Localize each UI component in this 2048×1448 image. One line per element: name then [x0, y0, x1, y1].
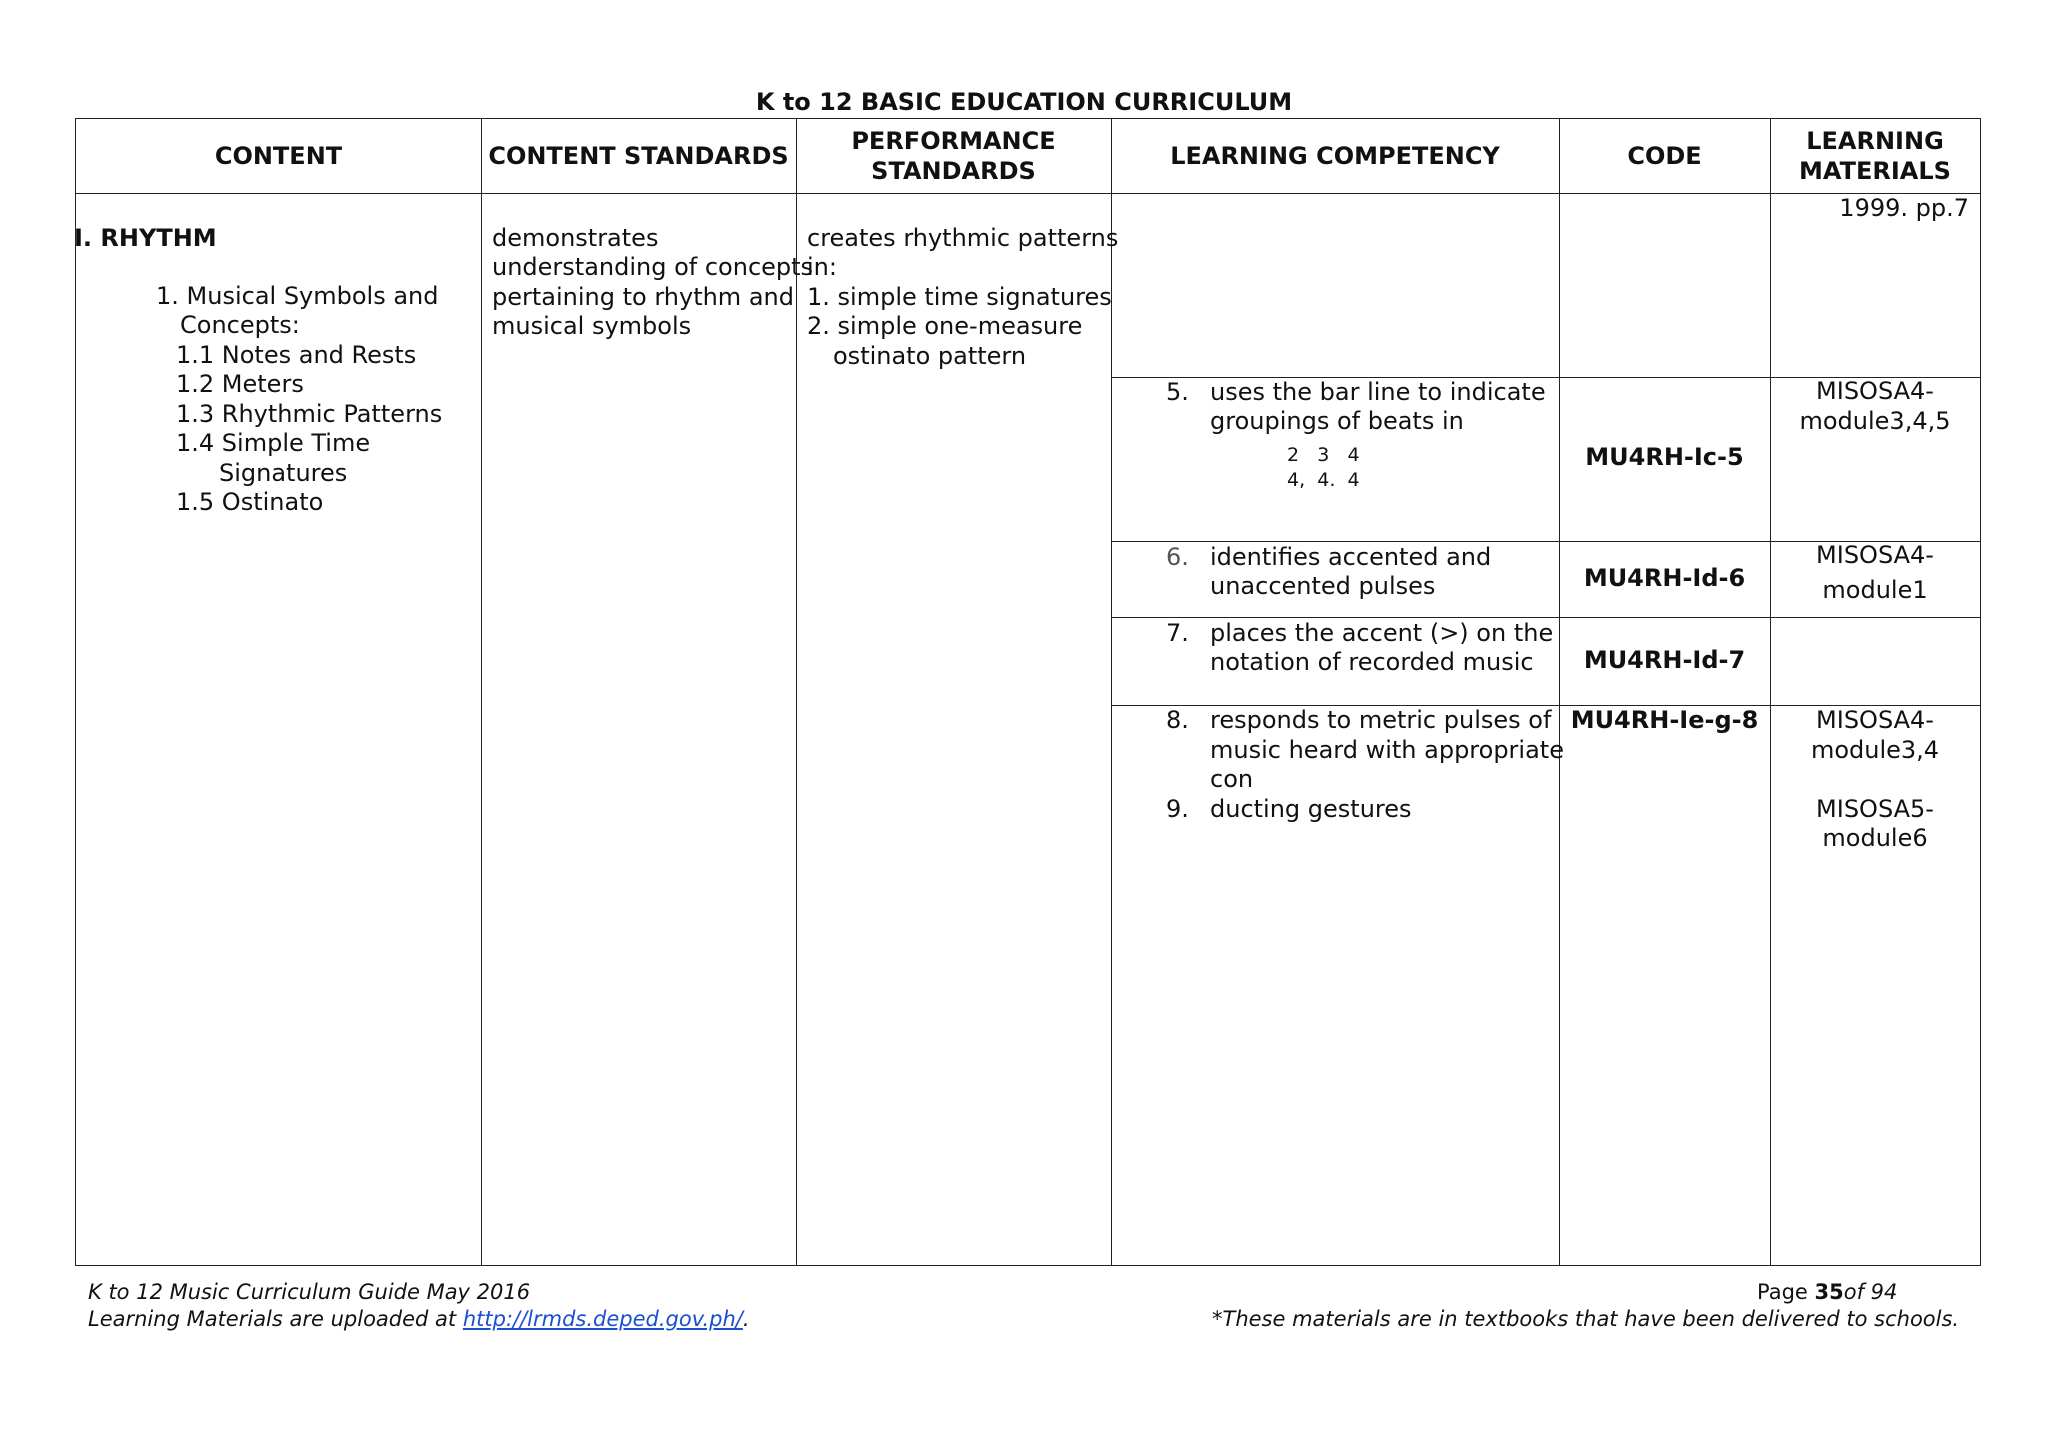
- material-line: module6: [1822, 824, 1928, 852]
- competency-number: 7.: [1166, 619, 1189, 647]
- material-line: module3,4,5: [1799, 407, 1951, 435]
- content-item: Concepts:: [180, 311, 300, 339]
- content-item: Signatures: [219, 459, 348, 487]
- content-standard-line: understanding of concepts: [492, 253, 814, 281]
- material-reference: 1999. pp.7: [1839, 194, 1969, 222]
- performance-standard-line: ostinato pattern: [833, 342, 1027, 370]
- competency-number: 8.: [1166, 706, 1189, 734]
- column-divider: [481, 119, 482, 1265]
- content-item: 1. Musical Symbols and: [156, 282, 439, 310]
- competency-text: places the accent (>) on the: [1210, 619, 1554, 647]
- performance-standard-line: in:: [807, 253, 837, 281]
- content-standard-line: demonstrates: [492, 224, 659, 252]
- column-divider: [1559, 119, 1560, 1265]
- header-content: CONTENT: [214, 142, 343, 170]
- competency-number: 9.: [1166, 795, 1189, 823]
- content-item: 1.2 Meters: [176, 370, 304, 398]
- header-learning-competency: LEARNING COMPETENCY: [1170, 142, 1500, 170]
- content-item: 1.5 Ostinato: [176, 488, 324, 516]
- curriculum-table: [75, 118, 1981, 1266]
- footer-guide-title: K to 12 Music Curriculum Guide May 2016: [88, 1280, 531, 1304]
- header-performance-standards: PERFORMANCE STANDARDS: [851, 127, 1056, 185]
- column-divider: [1770, 119, 1771, 1265]
- competency-text: responds to metric pulses of: [1210, 706, 1552, 734]
- header-code: CODE: [1627, 142, 1702, 170]
- competency-number: 5.: [1166, 378, 1189, 406]
- content-item: 1.1 Notes and Rests: [176, 341, 417, 369]
- column-divider: [796, 119, 797, 1265]
- material-line: MISOSA4-: [1816, 706, 1934, 734]
- competency-text: music heard with appropriate: [1210, 736, 1564, 764]
- competency-code: MU4RH-Ic-5: [1585, 443, 1744, 471]
- competency-text: unaccented pulses: [1210, 572, 1436, 600]
- content-item: 1.4 Simple Time: [176, 429, 371, 457]
- competency-text: notation of recorded music: [1210, 648, 1534, 676]
- lrmds-link[interactable]: http://lrmds.deped.gov.ph/: [462, 1307, 743, 1331]
- material-line: MISOSA4-: [1816, 541, 1934, 569]
- material-line: MISOSA4-: [1816, 377, 1934, 405]
- header-divider: [76, 193, 1980, 194]
- competency-text: groupings of beats in: [1210, 407, 1464, 435]
- time-signature-bottom: 4, 4. 4: [1287, 469, 1360, 491]
- material-line: module1: [1822, 576, 1928, 604]
- document-title: K to 12 BASIC EDUCATION CURRICULUM: [755, 88, 1293, 116]
- competency-number: 6.: [1166, 543, 1189, 571]
- material-line: MISOSA5-: [1816, 795, 1934, 823]
- performance-standard-line: 1. simple time signatures: [807, 283, 1112, 311]
- performance-standard-line: creates rhythmic patterns: [807, 224, 1119, 252]
- performance-standard-line: 2. simple one-measure: [807, 312, 1083, 340]
- textbook-note: *These materials are in textbooks that have been delivered to schools.: [1212, 1307, 1960, 1331]
- competency-text: con: [1210, 765, 1254, 793]
- page-number: Page 35of 94: [1757, 1280, 1898, 1304]
- competency-code: MU4RH-Id-7: [1583, 646, 1746, 674]
- content-standard-line: musical symbols: [492, 312, 692, 340]
- content-heading: I. RHYTHM: [74, 224, 217, 252]
- row-divider: [1111, 617, 1980, 618]
- competency-code: MU4RH-Ie-g-8: [1570, 706, 1759, 734]
- competency-text: identifies accented and: [1210, 543, 1492, 571]
- time-signature-top: 2 3 4: [1287, 444, 1360, 466]
- content-standard-line: pertaining to rhythm and: [492, 283, 794, 311]
- competency-code: MU4RH-Id-6: [1583, 564, 1746, 592]
- content-item: 1.3 Rhythmic Patterns: [176, 400, 443, 428]
- header-learning-materials: LEARNING MATERIALS: [1799, 127, 1951, 185]
- footer-upload-note: Learning Materials are uploaded at http://lrmds.deped.gov.ph/.: [88, 1307, 750, 1331]
- header-content-standards: CONTENT STANDARDS: [488, 142, 789, 170]
- competency-text: ducting gestures: [1210, 795, 1412, 823]
- material-line: module3,4: [1810, 736, 1940, 764]
- competency-text: uses the bar line to indicate: [1210, 378, 1546, 406]
